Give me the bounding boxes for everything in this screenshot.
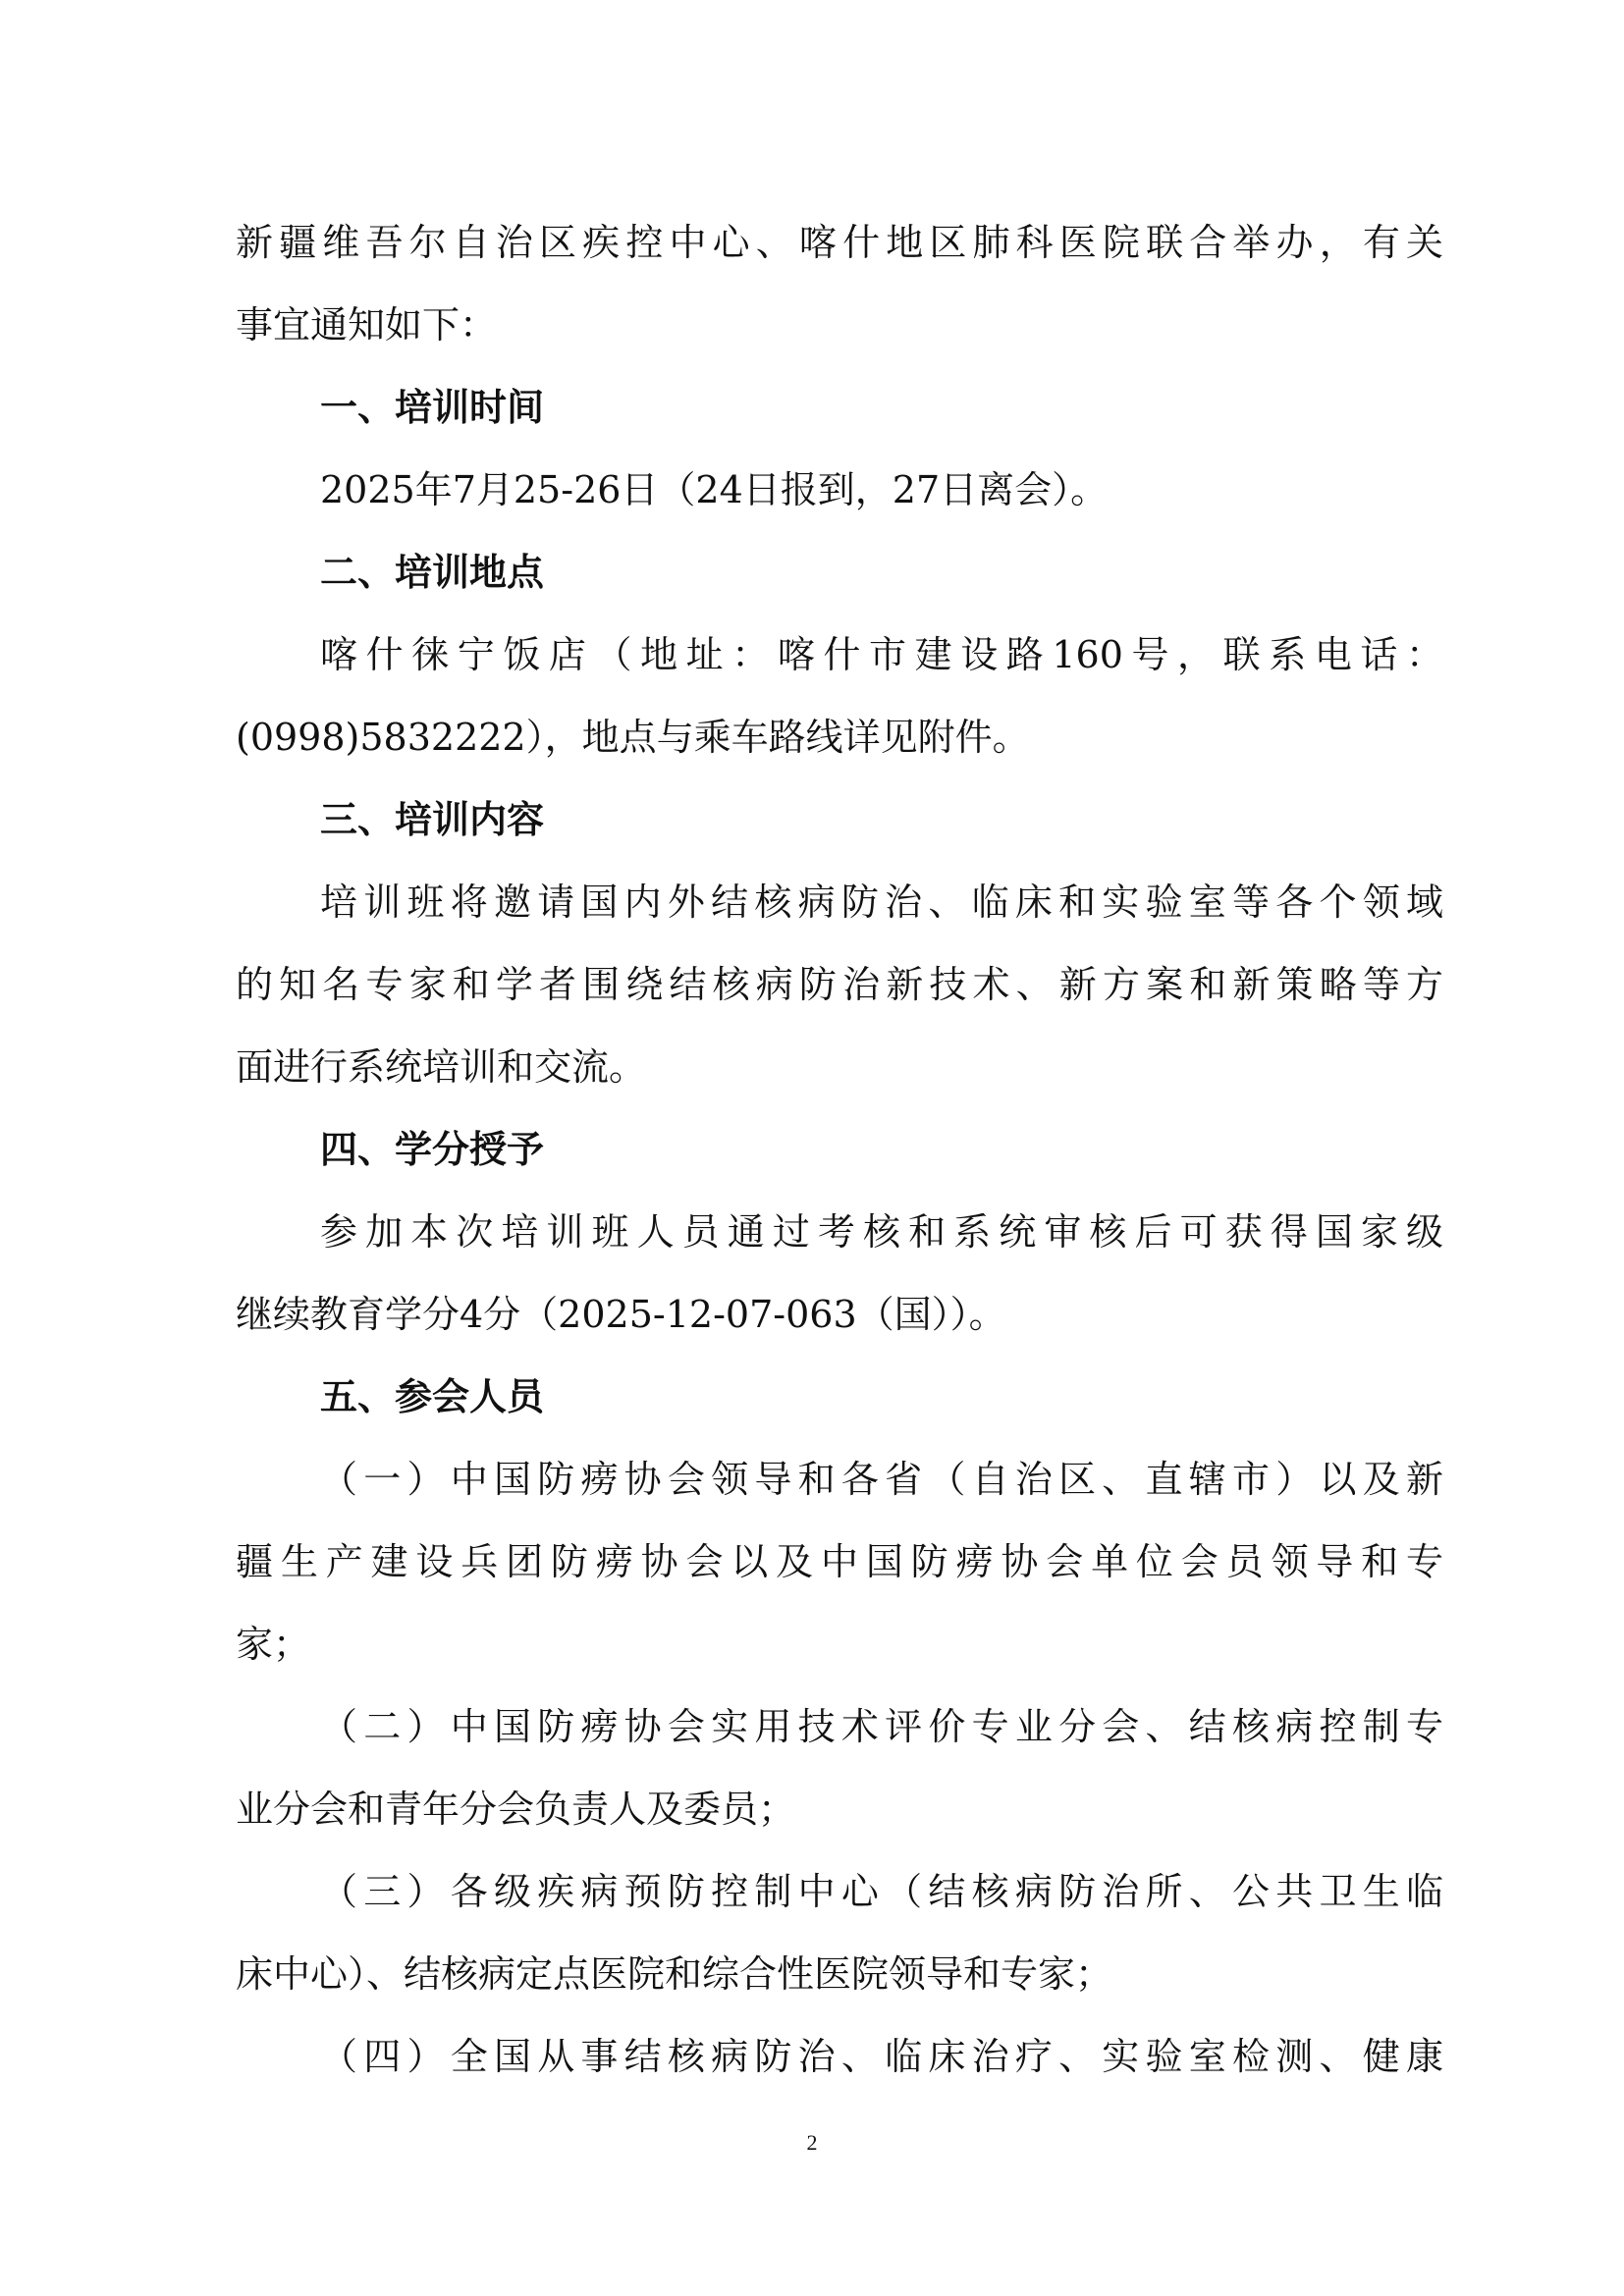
body-text-line: 参加本次培训班人员通过考核和系统审核后可获得国家级 xyxy=(320,1210,1443,1254)
body-text-line: 继续教育学分4分（2025-12-07-063（国））。 xyxy=(236,1293,1006,1336)
body-text-line: 喀什徕宁饭店（地址：喀什市建设路160号，联系电话： xyxy=(320,633,1443,676)
body-text-line: 培训班将邀请国内外结核病防治、临床和实验室等各个领域 xyxy=(320,881,1443,924)
body-text-line: （三）各级疾病预防控制中心（结核病防治所、公共卫生临 xyxy=(320,1870,1443,1913)
body-text-line: 业分会和青年分会负责人及委员； xyxy=(236,1788,796,1831)
body-text-line: （一）中国防痨协会领导和各省（自治区、直辖市）以及新 xyxy=(320,1458,1443,1501)
body-text-line: (0998)5832222），地点与乘车路线详见附件。 xyxy=(236,716,1030,759)
body-text-line: 家； xyxy=(236,1623,311,1666)
body-text-line: 新疆维吾尔自治区疾控中心、喀什地区肺科医院联合举办，有关 xyxy=(236,221,1443,264)
body-text-line: （二）中国防痨协会实用技术评价专业分会、结核病控制专 xyxy=(320,1705,1443,1748)
section-heading-time: 一、培训时间 xyxy=(320,386,545,429)
body-text-line: 的知名专家和学者围绕结核病防治新技术、新方案和新策略等方 xyxy=(236,963,1443,1006)
body-text-line: 床中心）、结核病定点医院和综合性医院领导和专家； xyxy=(236,1952,1113,1996)
section-heading-content: 三、培训内容 xyxy=(320,798,545,841)
section-heading-location: 二、培训地点 xyxy=(320,551,545,594)
body-text-line: 2025年7月25-26日（24日报到，27日离会）。 xyxy=(320,468,1109,511)
page-number: 2 xyxy=(806,2130,818,2155)
body-text-line: 疆生产建设兵团防痨协会以及中国防痨协会单位会员领导和专 xyxy=(236,1540,1443,1583)
body-text-line: 事宜通知如下： xyxy=(236,303,498,347)
body-text-line: （四）全国从事结核病防治、临床治疗、实验室检测、健康 xyxy=(320,2035,1443,2078)
section-heading-credits: 四、学分授予 xyxy=(320,1128,545,1171)
section-heading-attendees: 五、参会人员 xyxy=(320,1375,545,1418)
body-text-line: 面进行系统培训和交流。 xyxy=(236,1045,647,1089)
